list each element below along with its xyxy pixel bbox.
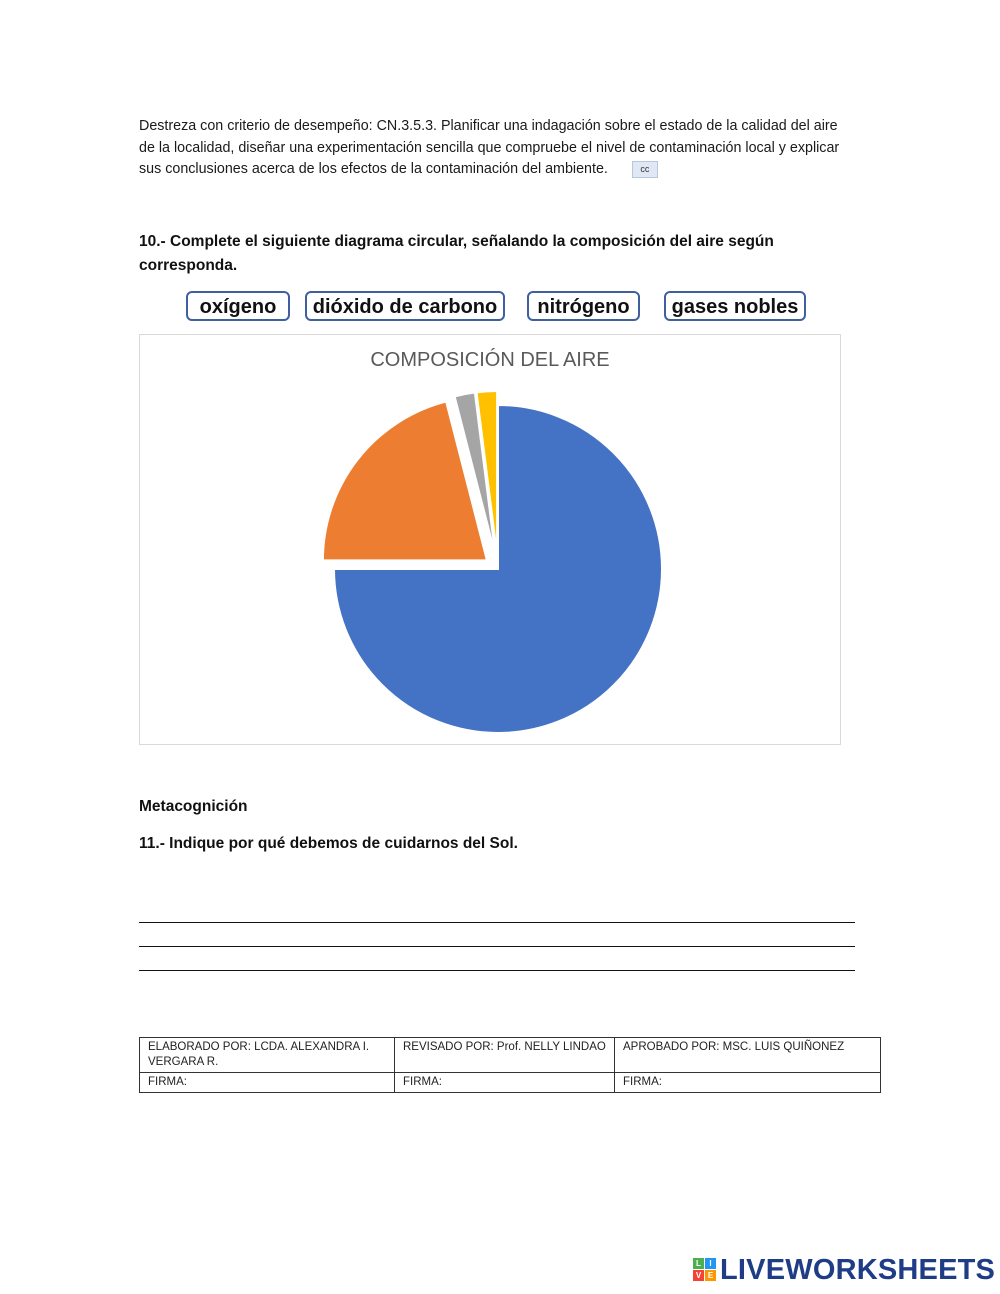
table-row: [140, 1073, 881, 1093]
option-oxygen-chip[interactable]: oxígeno: [186, 291, 290, 321]
question-10: 10.- Complete el siguiente diagrama circular, señalando la composición del aire según corresponda.: [139, 233, 774, 274]
liveworksheets-logo[interactable]: [693, 1255, 995, 1285]
logo-mark-letter: I: [705, 1258, 716, 1269]
logo-text: LIVEWORKSHEETS: [720, 1253, 996, 1286]
liveworksheets-logo-icon: [693, 1258, 717, 1282]
option-carbon-dioxide-chip[interactable]: dióxido de carbono: [305, 291, 505, 321]
skill-criterion-text: Destreza con criterio de desempeño: CN.3.5.3. Planificar una indagación sobre el estado de la calidad del aire de la localidad, diseñar una experimentación sencilla que compruebe el nivel de contaminación local y explicar sus conclusiones acerca de los efectos de la contaminación del ambiente.: [139, 118, 840, 177]
logo-mark-letter: L: [693, 1258, 704, 1269]
approved-by-cell: APROBADO POR: MSC. LUIS QUIÑONEZ: [615, 1038, 881, 1073]
reviewed-by-cell: REVISADO POR: Prof. NELLY LINDAO: [395, 1038, 615, 1073]
signature-cell: FIRMA:: [395, 1073, 615, 1093]
signature-table: [139, 1037, 881, 1093]
chart-title: COMPOSICIÓN DEL AIRE: [370, 349, 610, 371]
logo-mark-letter: V: [693, 1270, 704, 1281]
logo-mark-letter: E: [705, 1270, 716, 1281]
table-row: [140, 1038, 881, 1073]
answer-line-3[interactable]: [139, 970, 855, 971]
metacognition-heading: Metacognición: [139, 798, 248, 815]
answer-line-1[interactable]: [139, 922, 855, 923]
signature-cell: FIRMA:: [615, 1073, 881, 1093]
signature-cell: FIRMA:: [140, 1073, 395, 1093]
option-noble-gases-chip[interactable]: gases nobles: [664, 291, 806, 321]
answer-line-2[interactable]: [139, 946, 855, 947]
option-nitrogen-chip[interactable]: nitrógeno: [527, 291, 640, 321]
pie-chart-canvas: [140, 335, 840, 744]
skill-criterion-paragraph: [139, 116, 851, 181]
pie-chart: [139, 334, 841, 745]
elaborated-by-cell: ELABORADO POR: LCDA. ALEXANDRA I. VERGARA R.: [140, 1038, 395, 1073]
question-11: 11.- Indique por qué debemos de cuidarnos del Sol.: [139, 835, 518, 852]
cc-tag[interactable]: cc: [632, 161, 658, 178]
